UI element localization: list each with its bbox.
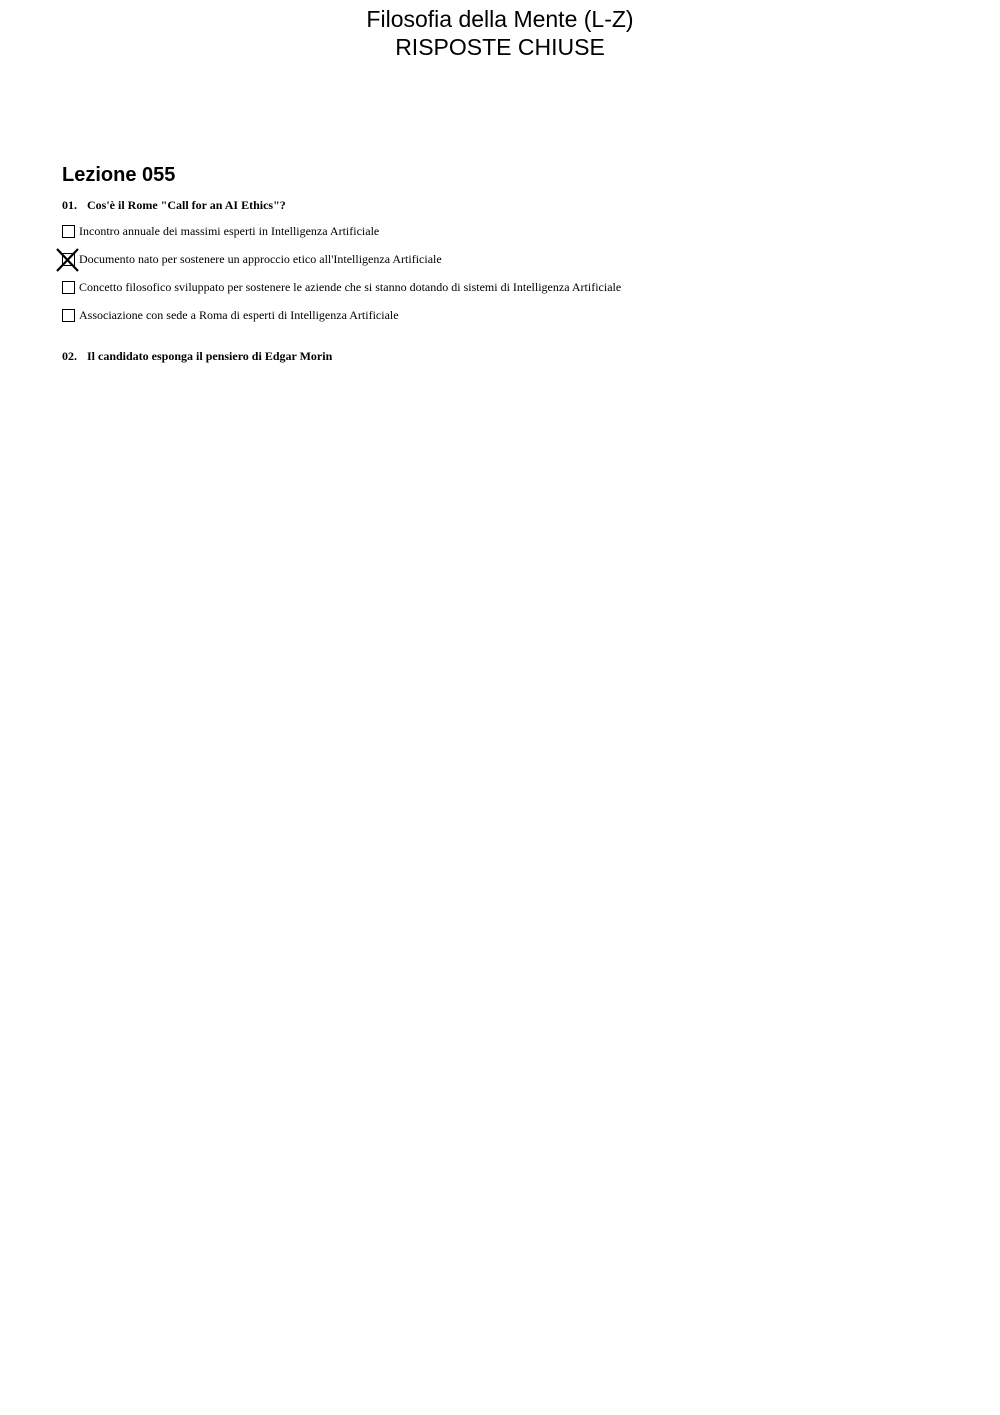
question-number: 01. <box>62 198 77 212</box>
question-text: Cos'è il Rome "Call for an AI Ethics"? <box>87 198 286 212</box>
checkbox[interactable] <box>62 309 75 322</box>
answer-option-label: Documento nato per sostenere un approccio etico all'Intelligenza Artificiale <box>79 252 442 266</box>
question-number: 02. <box>62 349 77 363</box>
document-header <box>0 5 1000 61</box>
checkbox[interactable] <box>62 225 75 238</box>
answer-option-2[interactable] <box>62 251 442 267</box>
checkbox[interactable] <box>62 281 75 294</box>
answer-option-label: Associazione con sede a Roma di esperti di Intelligenza Artificiale <box>79 308 399 322</box>
question-01 <box>62 197 286 213</box>
cross-mark-icon <box>54 247 84 273</box>
answer-option-1[interactable] <box>62 223 379 239</box>
document-subtitle: RISPOSTE CHIUSE <box>395 34 605 60</box>
question-02 <box>62 348 332 364</box>
answer-option-3[interactable] <box>62 279 621 295</box>
answer-option-4[interactable] <box>62 307 399 323</box>
answer-option-label: Incontro annuale dei massimi esperti in Intelligenza Artificiale <box>79 224 380 238</box>
question-text: Il candidato esponga il pensiero di Edgar Morin <box>87 349 333 363</box>
course-title: Filosofia della Mente (L-Z) <box>366 6 634 32</box>
lesson-title: Lezione 055 <box>62 164 176 186</box>
answer-option-label: Concetto filosofico sviluppato per sostenere le aziende che si stanno dotando di sistemi di Intelligenza Artificiale <box>79 280 622 294</box>
checkbox-checked[interactable] <box>62 253 75 266</box>
